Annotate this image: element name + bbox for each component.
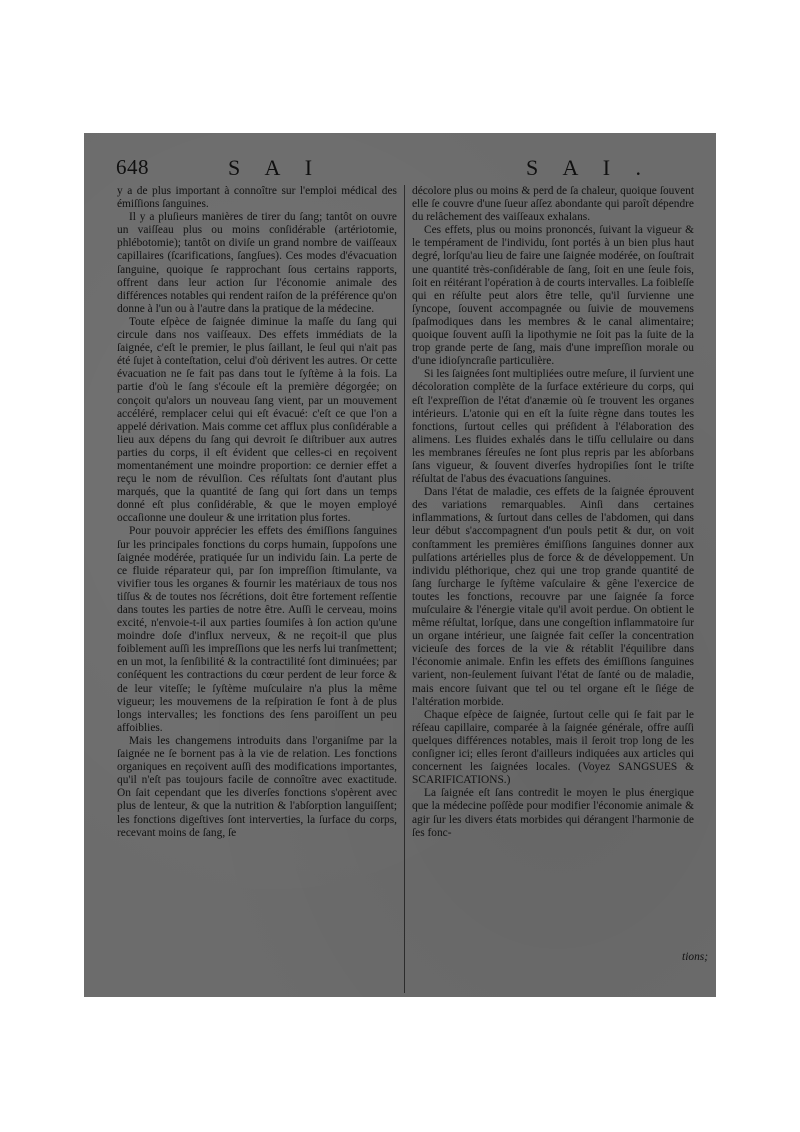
page-header <box>116 155 686 181</box>
paragraph: Il y a pluſieurs manières de tirer du ſang; tantôt on ouvre un vaiſſeau plus ou moins conſidérable (artériotomie, phlébotomie); tantôt on diviſe un grand nombre de vaiſſeaux capillaires (ſcarifications, ſangſues). Ces modes d'évacuation ſanguine, quoique ſe rapprochant ſous certains rapports, offrent dans leur action ſur l'économie animale des différences notables qui rendent raiſon de la préférence qu'on donne à l'un ou à l'autre dans la pratique de la médecine. <box>117 211 397 315</box>
right-column <box>412 185 694 993</box>
running-head-right: S A I . <box>526 155 652 180</box>
paragraph: Toute eſpèce de ſaignée diminue la maſſe du ſang qui circule dans nos vaiſſeaux. Des effets immédiats de la ſaignée, c'eſt le premier, le plus ſaillant, le ſeul qui n'ait pas été ſujet à conteſtation, celui d'où dérivent les autres. Or cette évacuation ne ſe fait pas dans tout le ſyſtème à la fois. La partie d'où le ſang s'écoule eſt la première dégorgée; on conçoit qu'alors un nouveau ſang vient, par un mouvement accéléré, remplacer celui qui eſt évacué: c'eſt ce que l'on a appelé dérivation. Mais comme cet afflux plus conſidérable a lieu aux dépens du ſang qui devroit ſe diſtribuer aux autres parties du corps, il eſt évident que celles-ci en reçoivent momentanément une moindre proportion: ce dernier effet a reçu le nom de révulſion. Ces réſultats ſont d'autant plus marqués, que la quantité de ſang qui ſort dans un temps donné eſt plus conſidérable, & que le moyen employé occaſionne une douleur & une irritation plus fortes. <box>117 315 397 525</box>
paragraph: Chaque eſpèce de ſaignée, ſurtout celle qui ſe fait par le réſeau capillaire, comparée à la ſaignée générale, offre auſſi quelques différences notables, mais il ſeroit trop long de les conſigner ici; elles ſeront d'ailleurs indiquées aux articles qui concernent les ſaignées locales. (Voyez SANGSUES & SCARIFICATIONS.) <box>412 708 694 787</box>
running-head-left: S A I <box>228 155 323 180</box>
paragraph: Dans l'état de maladie, ces effets de la ſaignée éprouvent des variations remarquables. Ainſi dans certaines inflammations, & ſurtout dans celles de l'abdomen, qui dans leur début s'accompagnent d'un pouls petit & dur, on voit conſtamment les premières émiſſions ſanguines donner aux pulſations artérielles plus de force & de développement. Un individu pléthorique, chez qui une trop grande quantité de ſang ſurcharge le ſyſtème vaſculaire & gêne l'exercice de toutes les fonctions, recouvre par une ſaignée ſa force muſculaire & l'énergie vitale qu'il avoit perdue. On obtient le même réſultat, lorſque, dans une congeſtion inflammatoire ſur un organe intérieur, une ſaignée fait ceſſer la concentration vicieuſe des forces de la vie & rétablit l'équilibre dans l'économie animale. Enfin les effets des émiſſions ſanguines varient, non-ſeulement ſuivant l'état de ſanté ou de maladie, mais encore ſuivant que tel ou tel organe eſt le ſiége de l'altération morbide. <box>412 486 694 708</box>
paragraph: Pour pouvoir apprécier les effets des émiſſions ſanguines ſur les principales fonctions du corps humain, ſuppoſons une ſaignée modérée, pratiquée ſur un individu ſain. La perte de ce fluide réparateur qui, par ſon impreſſion ſtimulante, va vivifier tous les organes & fournir les matériaux de tous nos tiſſus & de toutes nos ſécrétions, doit être fortement reſſentie dans toutes les parties de notre être. Auſſi le cerveau, moins excité, n'envoie-t-il aux parties ſoumiſes à ſon action qu'une moindre doſe d'influx nerveux, & ne reçoit-il que plus foiblement auſſi les impreſſions que les nerfs lui tranſmettent; en un mot, la ſenſibilité & la contractilité ſont diminuées; par conſéquent les contractions du cœur perdent de leur force & de leur viteſſe; le ſyſtème muſculaire n'a plus la même vigueur; les mouvemens de la reſpiration ſe font à de plus longs intervalles; les fonctions des ſens paroiſſent un peu affoiblies. <box>117 525 397 734</box>
paragraph: La ſaignée eſt ſans contredit le moyen le plus énergique que la médecine poſſède pour modifier l'économie animale & agir ſur les divers états morbides qui dérangent l'harmonie de ſes fonc- <box>412 787 694 839</box>
scanned-page <box>84 133 716 997</box>
left-column <box>117 185 397 993</box>
paragraph: Ces effets, plus ou moins prononcés, ſuivant la vigueur & le tempérament de l'individu, ſont portés à un bien plus haut degré, lorſqu'au lieu de faire une ſaignée modérée, on ſouſtrait une quantité très-conſidérable de ſang, ſoit en une ſeule fois, ſoit en réitérant l'opération à de courts intervalles. La foibleſſe qui en réſulte peut alors être telle, qu'il ſurvienne une ſyncope, ſouvent accompagnée ou ſuivie de mouvemens ſpaſmodiques dans les membres & le canal alimentaire; quoique ſouvent auſſi la lipothymie ne ſoit pas la ſuite de la trop grande perte de ſang, mais d'une impreſſion morale ou d'une idioſyncraſie particulière. <box>412 224 694 368</box>
catchword: tions; <box>682 951 708 963</box>
paragraph: y a de plus important à connoître sur l'emploi médical des émiſſions ſanguines. <box>117 185 397 211</box>
paragraph: Mais les changemens introduits dans l'organiſme par la ſaignée ne ſe bornent pas à la vie de relation. Les fonctions organiques en reçoivent auſſi des modifications importantes, qu'il n'eſt pas toujours facile de connoître avec exactitude. On ſait cependant que les diverſes fonctions s'opèrent avec plus de lenteur, & que la nutrition & l'abſorption languiſſent; les fonctions digeſtives ſont interverties, la ſurface du corps, recevant moins de ſang, ſe <box>117 734 397 839</box>
page-number: 648 <box>116 155 149 179</box>
paragraph: décolore plus ou moins & perd de ſa chaleur, quoique ſouvent elle ſe couvre d'une ſueur aſſez abondante qui paroît dépendre du relâchement des vaiſſeaux exhalans. <box>412 185 694 224</box>
paragraph: Si les ſaignées ſont multipliées outre meſure, il ſurvient une décoloration complète de la ſurface extérieure du corps, qui eſt l'expreſſion de l'état d'anæmie où ſe trouvent les organes intérieurs. L'atonie qui en eſt la ſuite règne dans toutes les fonctions, ſurtout celles qui préſident à l'élaboration des alimens. Les fluides exhalés dans le tiſſu cellulaire ou dans les membranes ſéreuſes ne ſont plus repris par les abſorbans ſans vigueur, & ſouvent diverſes hydropiſies ſont le triſte réſultat de l'abus des évacuations ſanguines. <box>412 368 694 486</box>
column-divider <box>404 185 405 993</box>
